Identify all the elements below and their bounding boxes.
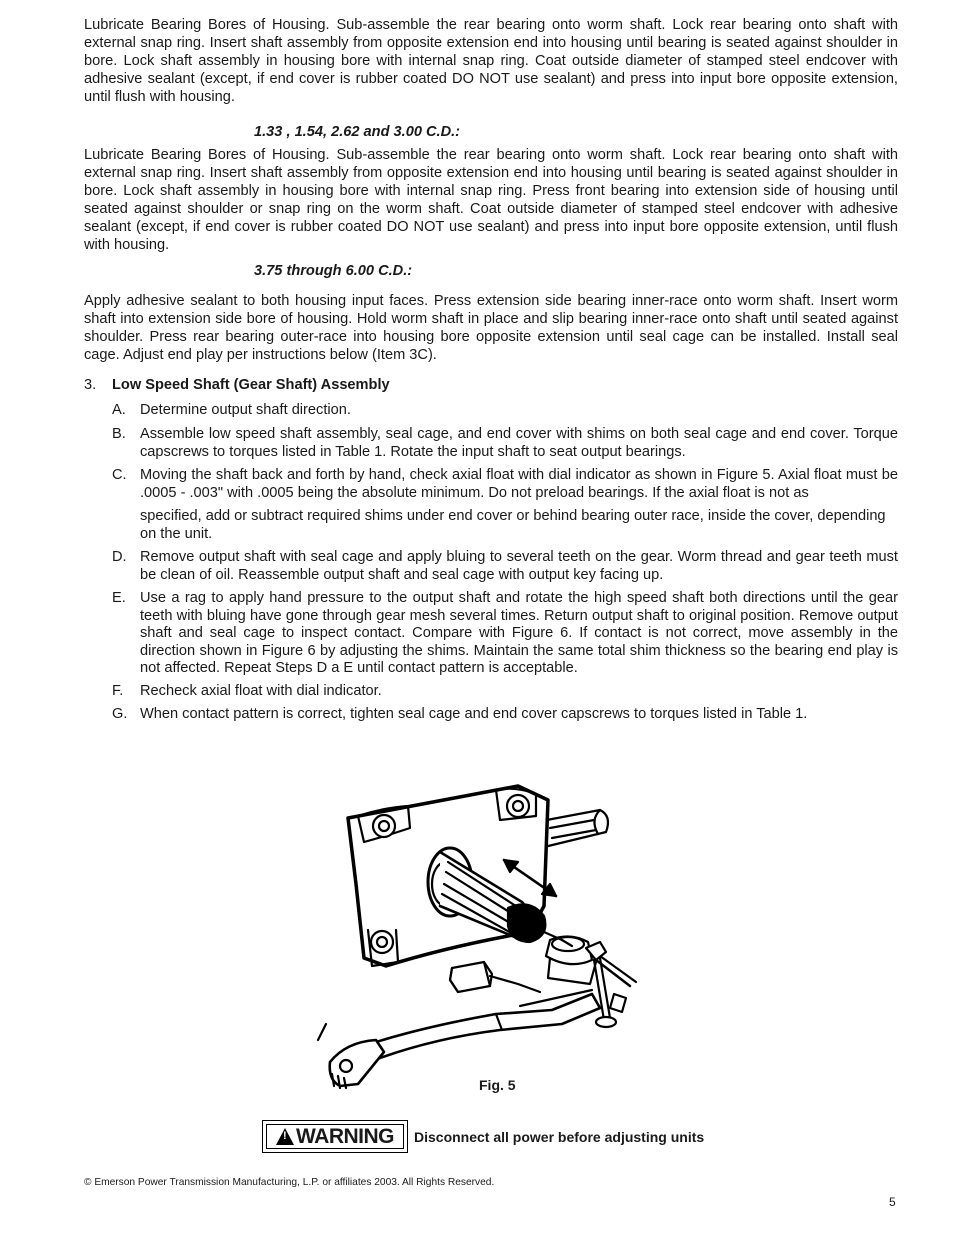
list-item-text: Determine output shaft direction. <box>140 402 351 418</box>
warning-label-inner <box>266 1124 404 1149</box>
list-item-e <box>112 590 898 678</box>
section-3-heading <box>84 377 390 393</box>
figure-caption: Fig. 5 <box>479 1077 516 1093</box>
list-item-letter: A. <box>112 402 126 418</box>
list-item-text: Remove output shaft with seal cage and apply bluing to several teeth on the gear. Worm thread and gear teeth must be clean of oil. Reassemble output shaft and seal cage with output key facing up. <box>140 549 898 583</box>
list-item-c-continuation: specified, add or subtract required shims under end cover or behind bearing outer race, inside the cover, depending on the unit. <box>140 508 886 542</box>
list-item-letter: C. <box>112 467 127 483</box>
paragraph-large-cd: Apply adhesive sealant to both housing input faces. Press extension side bearing inner-race onto worm shaft. Insert worm shaft into extension side bore of housing. Hold worm shaft in place and slip bearing inner-race onto shaft until seated against shoulder. Press rear bearing outer-race into housing bore opposite extension until seal cage can be installed. Install seal cage. Adjust end play per instructions below (Item 3C). <box>84 293 898 363</box>
paragraph-intro: Lubricate Bearing Bores of Housing. Sub-assemble the rear bearing onto worm shaft. Lock rear bearing onto shaft with external snap ring. Insert shaft assembly from opposite extension end into housing until bearing is seated against shoulder in bore. Lock shaft assembly in housing bore with internal snap ring. Coat outside diameter of stamped steel endcover with adhesive sealant (except, if end cover is rubber coated DO NOT use sealant) and press into input bore opposite extension, until flush with housing. <box>84 17 898 105</box>
list-item-g <box>112 706 898 724</box>
warning-message: Disconnect all power before adjusting units <box>414 1129 705 1145</box>
list-item-letter: E. <box>112 590 126 606</box>
list-item-text: Recheck axial float with dial indicator. <box>140 683 382 699</box>
section-number: 3. <box>84 377 97 393</box>
list-item-text: Assemble low speed shaft assembly, seal cage, and end cover with shims on both seal cage and end cover. Torque capscrews to torques listed in Table 1. Rotate the input shaft to seat output bearings. <box>140 426 898 460</box>
warning-triangle-icon <box>276 1128 294 1145</box>
list-item-a <box>112 402 898 420</box>
paragraph-small-cd: Lubricate Bearing Bores of Housing. Sub-assemble the rear bearing onto worm shaft. Lock rear bearing onto shaft with external snap ring. Insert shaft assembly from opposite extension end into housing until bearing is seated against shoulder in bore. Lock shaft assembly in housing bore with internal snap ring. Press front bearing into extension side of housing until seated against shoulder or snap ring on the worm shaft. Coat outside diameter of stamped steel endcover with adhesive sealant (except, if end cover is rubber coated DO NOT use sealant) and press into input bore opposite extension, until flush with housing. <box>84 147 898 253</box>
list-item-letter: D. <box>112 549 127 565</box>
subheading-small-cd: 1.33 , 1.54, 2.62 and 3.00 C.D.: <box>254 124 461 140</box>
warning-label-box <box>262 1120 408 1153</box>
figure-5-dial-indicator-illustration <box>300 780 650 1090</box>
list-item-f <box>112 683 898 701</box>
list-item-letter: G. <box>112 706 128 722</box>
list-item-letter: F. <box>112 683 124 699</box>
warning-label: WARNING <box>296 1125 394 1148</box>
page-number: 5 <box>889 1195 896 1209</box>
list-item-d <box>112 549 898 584</box>
list-item-b <box>112 426 898 461</box>
section-title: Low Speed Shaft (Gear Shaft) Assembly <box>112 377 390 393</box>
list-item-letter: B. <box>112 426 126 442</box>
subheading-large-cd: 3.75 through 6.00 C.D.: <box>254 263 413 279</box>
copyright-footer: © Emerson Power Transmission Manufacturing, L.P. or affiliates 2003. All Rights Reserved. <box>84 1177 495 1188</box>
list-item-text: When contact pattern is correct, tighten seal cage and end cover capscrews to torques listed in Table 1. <box>140 706 808 722</box>
list-item-text: Moving the shaft back and forth by hand, check axial float with dial indicator as shown in Figure 5. Axial float must be .0005 - .003" with .0005 being the absolute minimum. Do not preload bearings. If the axial float is not as <box>140 467 898 501</box>
list-item-text: Use a rag to apply hand pressure to the output shaft and rotate the high speed shaft both directions until the gear teeth with bluing have gone through gear mesh several times. Return output shaft to original position. Remove output shaft and seal cage to inspect contact. Compare with Figure 6. If contact is not correct, move assembly in the direction shown in Figure 6 by adjusting the shims. Maintain the same total shim thickness so the bearing end play is not affected. Repeat Steps D a E until contact pattern is acceptable. <box>140 590 898 676</box>
list-item-c <box>112 467 898 502</box>
